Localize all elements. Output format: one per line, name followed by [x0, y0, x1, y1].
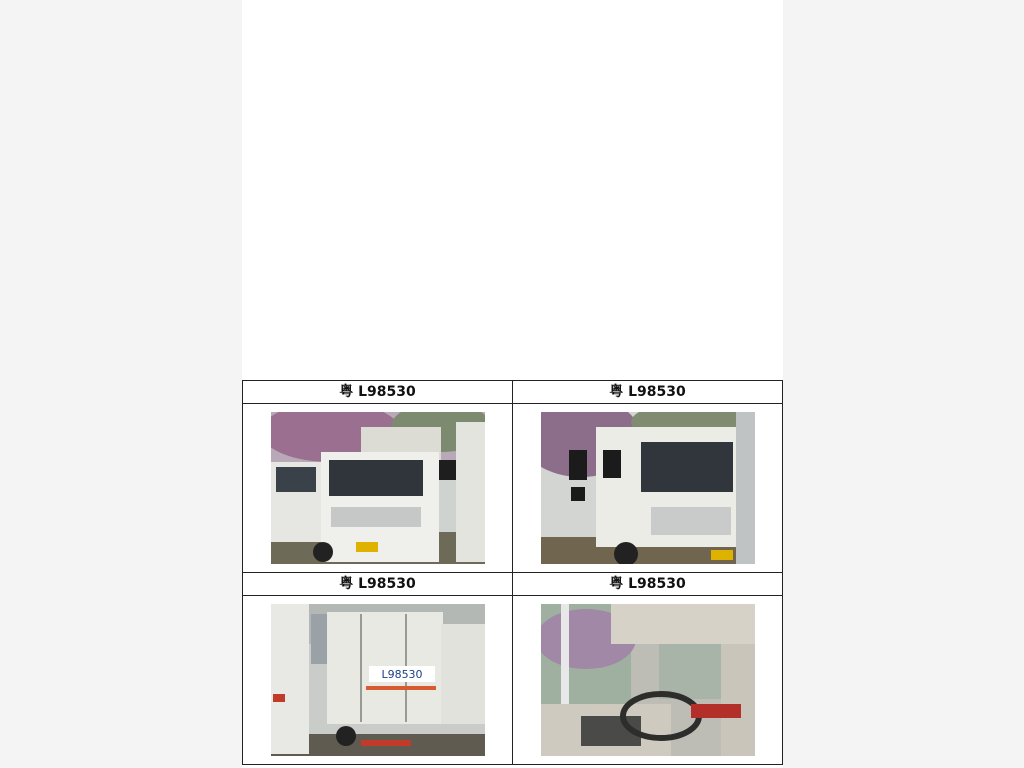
photo-cell-2: [513, 404, 783, 573]
photo-cell-3: [243, 596, 513, 765]
truck-cab-interior-photo: [541, 604, 755, 756]
document-page: [242, 0, 783, 768]
photo-cell-1: [243, 404, 513, 573]
photo-cell-4: [513, 596, 783, 765]
truck-front-left-photo: [271, 412, 485, 564]
photo-caption-2: 粤 L98530: [513, 381, 783, 404]
photo-caption-3: 粤 L98530: [243, 573, 513, 596]
vehicle-photo-table: [242, 380, 783, 765]
photo-caption-1: 粤 L98530: [243, 381, 513, 404]
rear-plate-text: L98530: [380, 668, 423, 681]
photo-caption-4: 粤 L98530: [513, 573, 783, 596]
truck-front-right-photo: [541, 412, 755, 564]
truck-rear-photo: [271, 604, 485, 756]
